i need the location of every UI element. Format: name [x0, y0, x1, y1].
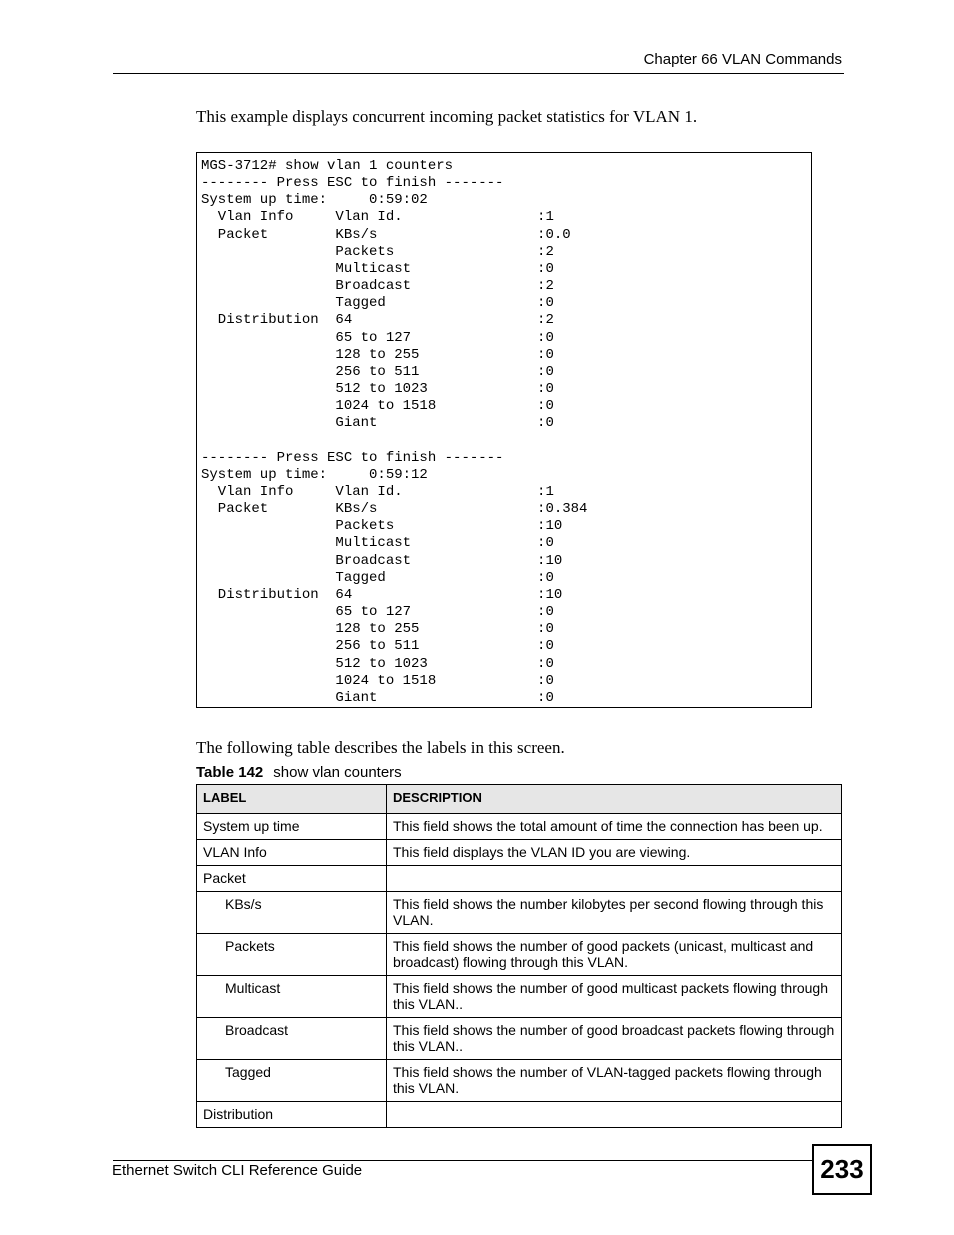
intro-paragraph: This example displays concurrent incoming packet statistics for VLAN 1. — [196, 107, 698, 126]
chapter-title: Chapter 66 VLAN Commands — [643, 51, 842, 68]
table-caption-title: show vlan counters — [273, 764, 402, 781]
header-divider — [113, 73, 844, 74]
table-row — [197, 1060, 842, 1102]
table-caption — [196, 764, 402, 781]
row-description: This field shows the total amount of time the connection has been up. — [387, 814, 842, 840]
page-number: 233 — [812, 1144, 872, 1195]
row-label: Multicast — [197, 976, 387, 1018]
label-description-table — [196, 784, 842, 1128]
row-label: Packets — [197, 934, 387, 976]
row-description: This field shows the number of good broadcast packets flowing through this VLAN.. — [387, 1018, 842, 1060]
table-row — [197, 934, 842, 976]
row-description: This field shows the number of good multicast packets flowing through this VLAN.. — [387, 976, 842, 1018]
row-label: KBs/s — [197, 892, 387, 934]
cli-output-text: MGS-3712# show vlan 1 counters -------- Press ESC to finish ------- System up time: 0:59:02 Vlan Info Vlan Id. :1 Packet KBs/s :0.0 Packets :2 Multicast :0 Broadcast :2 Tagged :0 Distribution 64 :2 65 to 127 :0 128 to 255 :0 256 to 511 :0 512 to 1023 :0 1024 to 1518 :0 Giant :0 -------- Press ESC to finish ------- System up time: 0:59:12 Vlan Info Vlan Id. :1 Packet KBs/s :0.384 Packets :10 Multicast :0 Broadcast :10 Tagged :0 Distribution 64 :10 65 to 127 :0 128 to 255 :0 256 to 511 :0 512 to 1023 :0 1024 to 1518 :0 Giant :0 — [201, 158, 588, 706]
table-intro-paragraph: The following table describes the labels in this screen. — [196, 738, 565, 757]
row-label: VLAN Info — [197, 840, 387, 866]
footer-divider — [113, 1160, 812, 1161]
cli-output-box — [196, 152, 812, 708]
row-description: This field shows the number of good packets (unicast, multicast and broadcast) flowing through this VLAN. — [387, 934, 842, 976]
row-label: Tagged — [197, 1060, 387, 1102]
table-row — [197, 976, 842, 1018]
table-row — [197, 866, 842, 892]
row-description: This field displays the VLAN ID you are viewing. — [387, 840, 842, 866]
table-row — [197, 1102, 842, 1128]
table-row — [197, 1018, 842, 1060]
guide-title: Ethernet Switch CLI Reference Guide — [112, 1162, 363, 1179]
row-description — [387, 1102, 842, 1128]
table-caption-number: Table 142 — [196, 764, 264, 781]
description-column-header: DESCRIPTION — [387, 785, 842, 814]
table-row — [197, 814, 842, 840]
row-label: System up time — [197, 814, 387, 840]
label-column-header: LABEL — [197, 785, 387, 814]
table-row — [197, 892, 842, 934]
row-label: Packet — [197, 866, 387, 892]
table-header-row — [197, 785, 842, 814]
row-description — [387, 866, 842, 892]
row-label: Distribution — [197, 1102, 387, 1128]
row-label: Broadcast — [197, 1018, 387, 1060]
table-row — [197, 840, 842, 866]
row-description: This field shows the number of VLAN-tagged packets flowing through this VLAN. — [387, 1060, 842, 1102]
row-description: This field shows the number kilobytes per second flowing through this VLAN. — [387, 892, 842, 934]
